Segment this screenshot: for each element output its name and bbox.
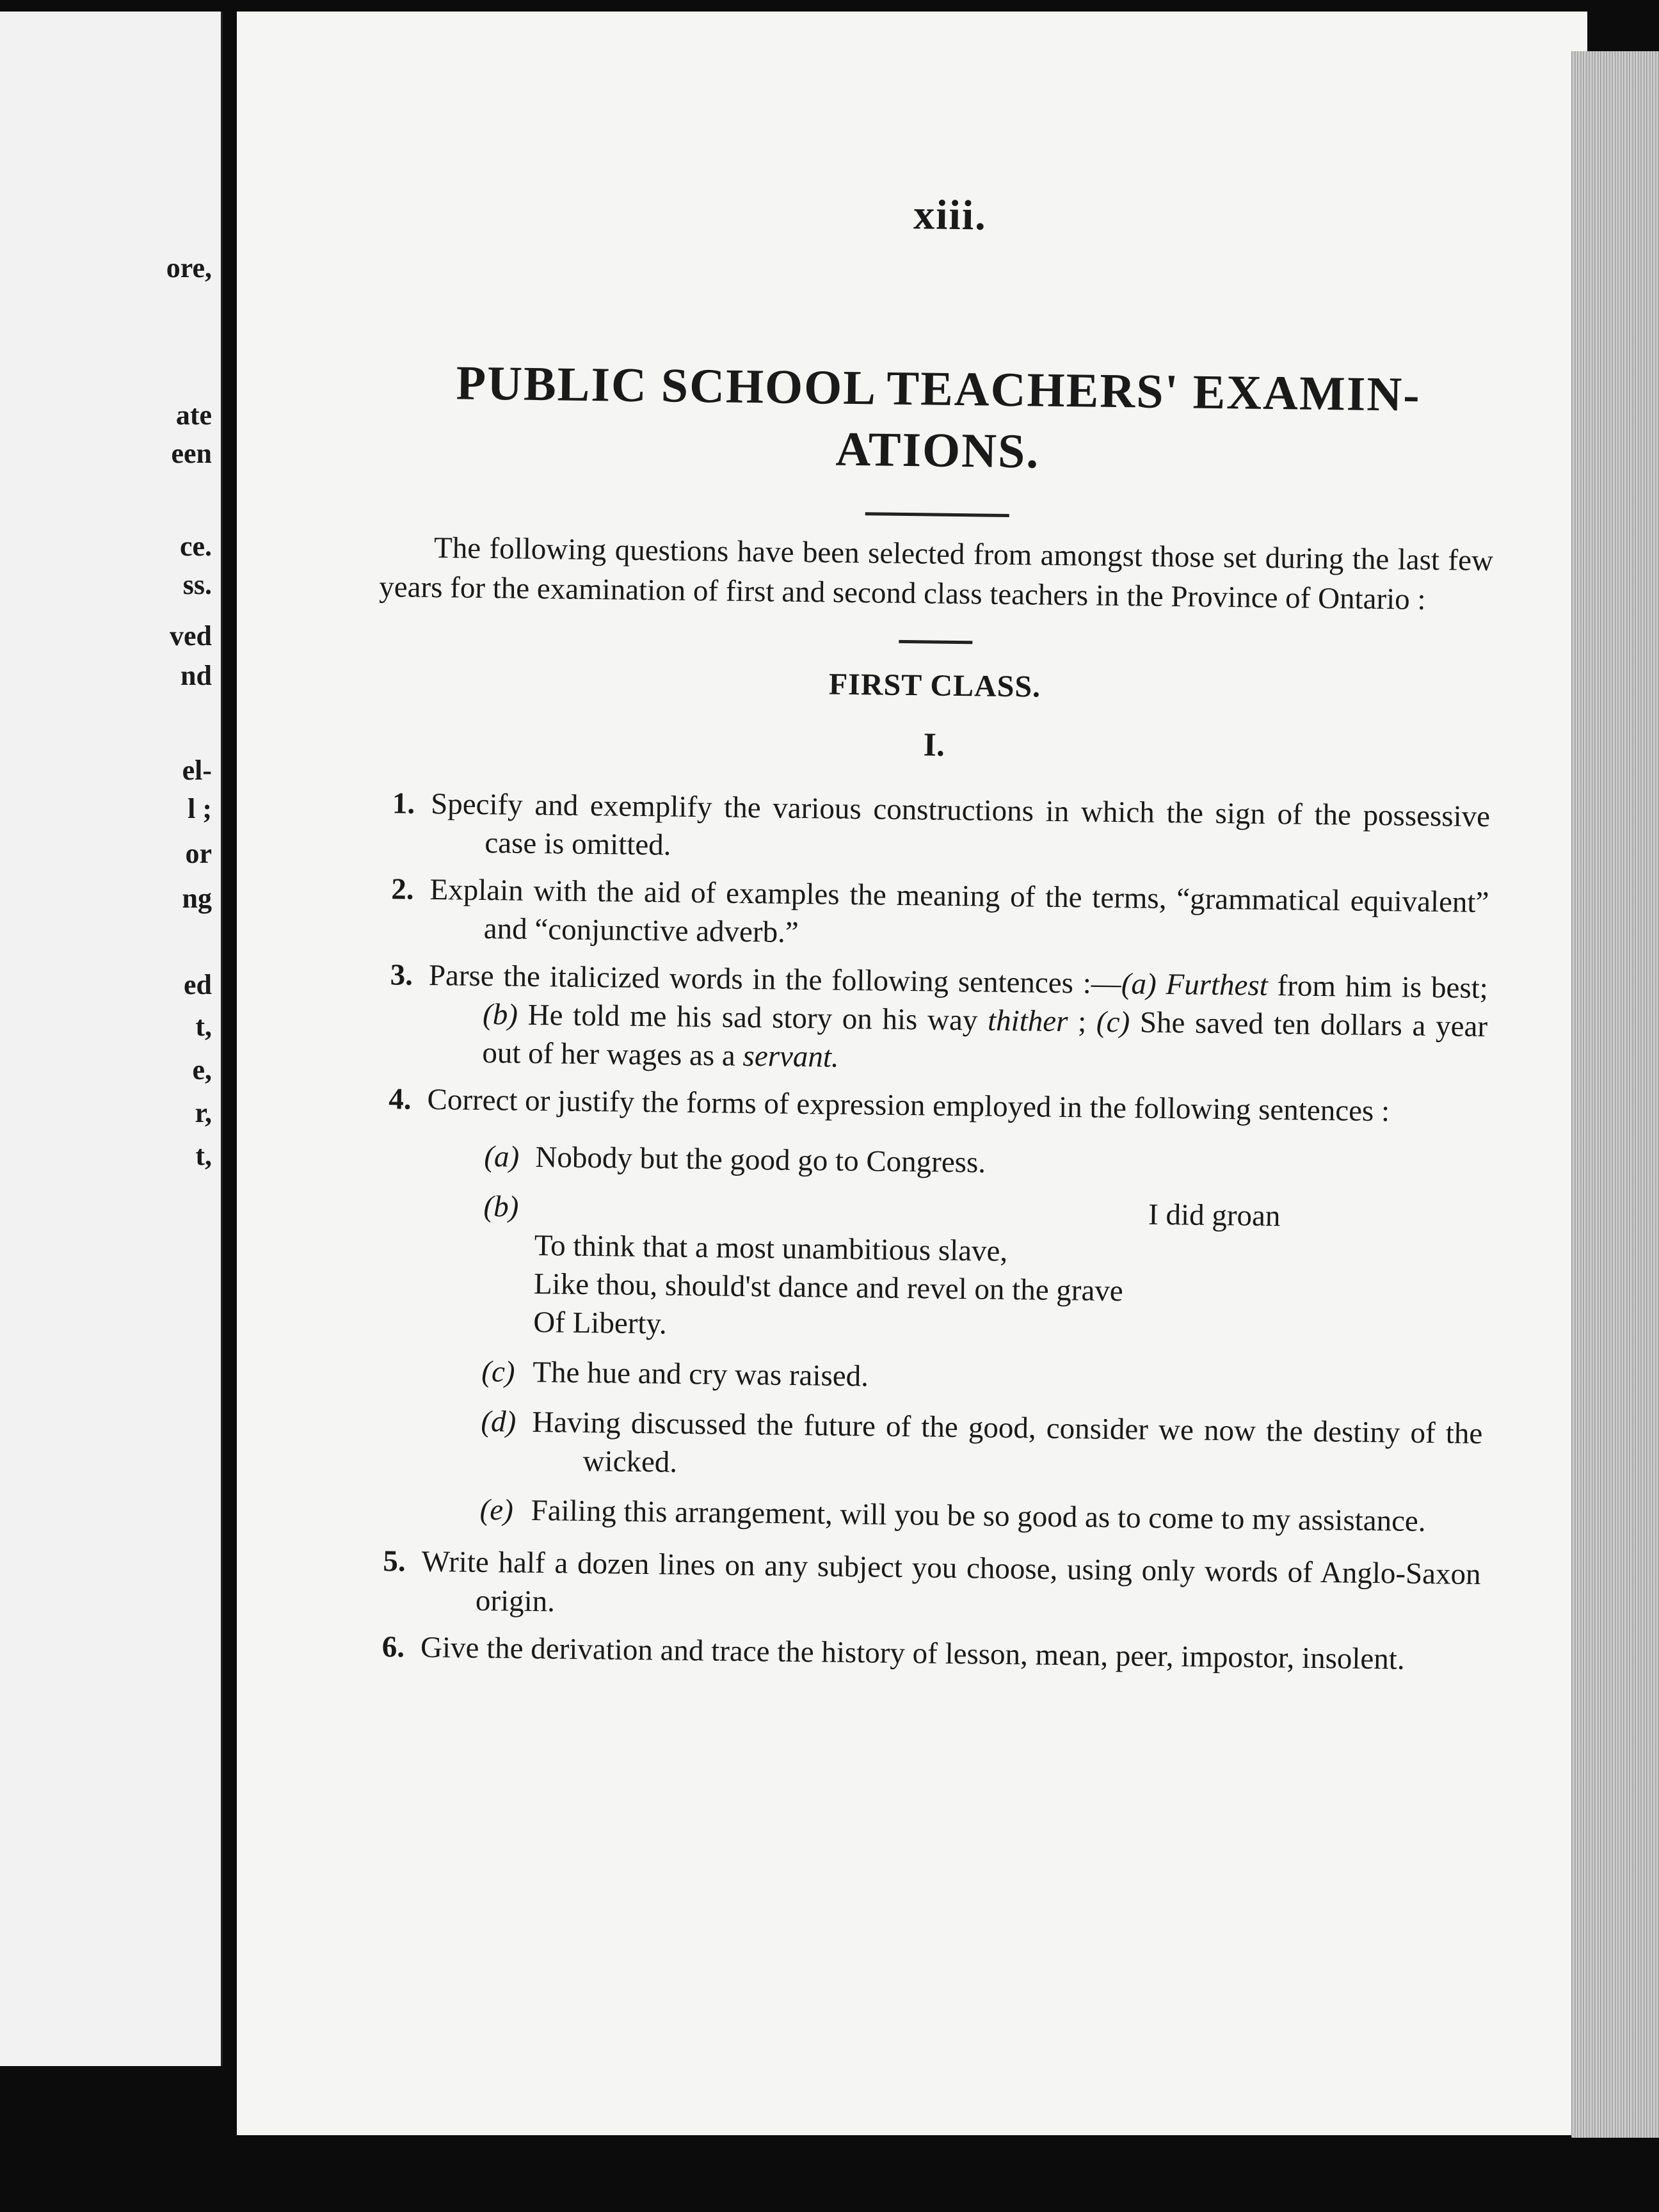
left-page-fragment: ore, — [166, 252, 212, 284]
poem-line: Of Liberty. — [533, 1305, 667, 1341]
left-page-fragment: ce. — [179, 531, 212, 562]
left-page-fragment: ate — [175, 399, 212, 431]
question-number: 4. — [388, 1082, 412, 1116]
question-4-item-c — [369, 1351, 1484, 1403]
page-content — [366, 184, 1498, 1679]
sentence-c: She saved ten dollars a year out of her wages as a — [482, 1006, 1488, 1073]
question-text: Give the derivation and trace the history of lesson, mean, peer, impostor, insolent. — [420, 1630, 1405, 1676]
intro-paragraph: The following questions have been selected from amongst those set during the last few years for the examination of first and second class teachers in the Province of Ontario : — [378, 531, 1494, 616]
question-text: Specify and exemplify the various constructions in which the sign of the possessive case is omitted. — [430, 787, 1491, 862]
left-page-fragment: t, — [195, 1011, 212, 1042]
part-number: I. — [923, 726, 945, 764]
left-page-fragment: ed — [184, 969, 212, 1000]
poem-line: Like thou, should'st dance and revel on the grave — [533, 1267, 1124, 1308]
item-text: Having discussed the future of the good, consider we now the destiny of the wicked. — [532, 1405, 1483, 1479]
question-1 — [376, 784, 1490, 874]
left-page-fragment: nd — [180, 660, 212, 691]
left-page-fragment: een — [171, 438, 212, 469]
page-edges — [1571, 51, 1659, 2138]
item-label: (b) — [483, 1190, 519, 1224]
right-page — [237, 12, 1587, 2135]
question-text — [428, 957, 1489, 1084]
intro-rule — [899, 640, 972, 644]
book-gutter — [223, 0, 237, 2212]
left-page-fragment: r, — [195, 1097, 212, 1128]
left-page-fragment: el- — [182, 755, 212, 786]
italic-word: thither — [987, 1004, 1068, 1039]
question-4-item-d — [368, 1401, 1482, 1491]
question-5 — [367, 1542, 1481, 1632]
item-label: (c) — [1086, 1005, 1130, 1039]
item-label: (a) — [1121, 967, 1157, 1001]
question-number: 2. — [390, 872, 414, 906]
question-4-item-a — [372, 1136, 1486, 1188]
question-number: 3. — [390, 958, 413, 992]
item-label: (e) — [479, 1493, 514, 1527]
item-text — [533, 1188, 1486, 1353]
space — [1156, 968, 1166, 1001]
left-page-fragment: t, — [195, 1140, 212, 1171]
item-label: (b) — [482, 997, 518, 1032]
poem-line: I did groan — [1148, 1198, 1281, 1233]
left-page-fragment: e, — [192, 1054, 212, 1086]
item-text: The hue and cry was raised. — [533, 1355, 869, 1393]
question-4 — [373, 1080, 1487, 1132]
question-text: Write half a dozen lines on any subject you choose, using only words of Anglo-Saxon origin. — [421, 1544, 1481, 1619]
poem-line: To think that a most unambitious slave, — [534, 1228, 1008, 1269]
left-page — [0, 12, 223, 2066]
question-text: Explain with the aid of examples the meaning of the terms, “grammatical equivalent” and “conjunctive adverb.” — [429, 872, 1489, 949]
item-text: Nobody but the good go to Congress. — [535, 1141, 986, 1180]
question-number: 6. — [381, 1630, 405, 1664]
question-text: Correct or justify the forms of expression employed in the following sentences : — [427, 1082, 1390, 1128]
item-label: (c) — [481, 1355, 515, 1389]
question-3-lead: Parse the italicized words in the following sentences :— — [428, 958, 1122, 1001]
question-6 — [366, 1628, 1480, 1679]
left-page-fragment: ng — [182, 883, 212, 914]
sentence-b: He told me his sad story on his way — [517, 998, 988, 1038]
italic-word: Furthest — [1166, 968, 1269, 1002]
question-4-item-b — [370, 1186, 1486, 1353]
section-heading: FIRST CLASS. — [828, 667, 1041, 704]
question-4-item-e — [367, 1489, 1482, 1541]
left-page-fragment: ved — [170, 620, 212, 652]
italic-word: servant. — [742, 1039, 840, 1074]
question-3 — [373, 956, 1488, 1084]
question-number: 5. — [383, 1544, 406, 1578]
page-number: xiii. — [913, 191, 988, 239]
question-2 — [374, 870, 1489, 960]
item-label: (a) — [484, 1140, 520, 1174]
sentence-b-end: ; — [1068, 1005, 1087, 1039]
item-label: (d) — [481, 1404, 517, 1439]
question-number: 1. — [392, 787, 415, 821]
title-rule — [865, 512, 1009, 517]
item-text: Failing this arrangement, will you be so good as to come to my assistance. — [531, 1493, 1426, 1539]
page-title: PUBLIC SCHOOL TEACHERS' EXAMIN- ATIONS. — [456, 356, 1422, 479]
sentence-a: from him is best; — [1267, 968, 1489, 1006]
left-page-fragment: or — [185, 838, 212, 869]
left-page-fragment: l ; — [188, 793, 212, 824]
left-page-fragment: ss. — [182, 569, 212, 600]
